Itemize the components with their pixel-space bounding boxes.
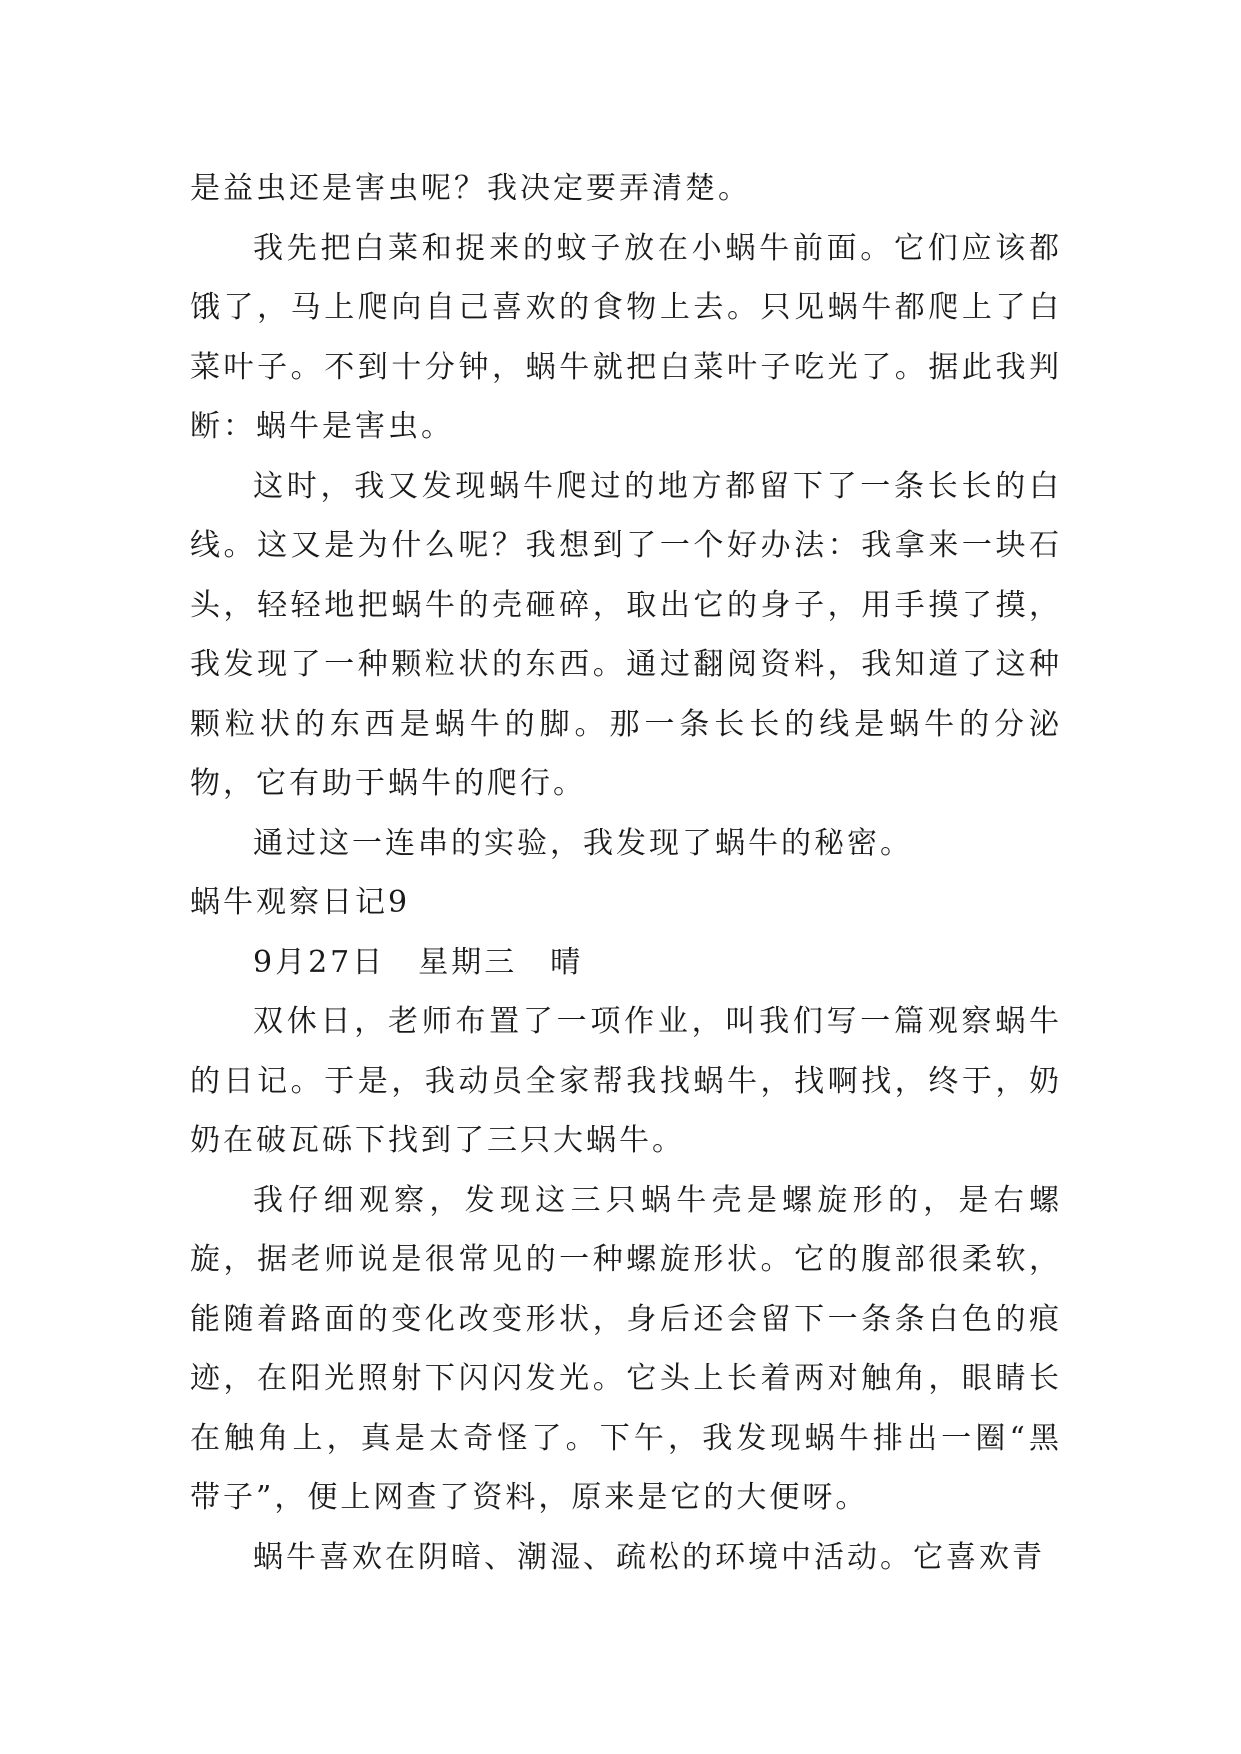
diary-dateline: 9月27日 星期三 晴 xyxy=(253,944,584,980)
paragraph-feeding-experiment: 我先把白菜和捉来的蚊子放在小蜗牛前面。它们应该都饿了，马上爬向自己喜欢的食物上去。只见蜗牛都爬上了白菜叶子。不到十分钟，蜗牛就把白菜叶子吃光了。据此我判断：蜗牛是害虫。 xyxy=(190,230,1062,444)
paragraph-habitat: 蜗牛喜欢在阴暗、潮湿、疏松的环境中活动。它喜欢青 xyxy=(253,1539,1045,1575)
document-body xyxy=(190,159,1062,1587)
diary-heading: 蜗牛观察日记9 xyxy=(190,885,411,920)
paragraph-observation: 我仔细观察，发现这三只蜗牛壳是螺旋形的，是右螺旋，据老师说是很常见的一种螺旋形状。它的腹部很柔软，能随着路面的变化改变形状，身后还会留下一条条白色的痕迹，在阳光照射下闪闪发光。它头上长着两对触角，眼睛长在触角上，真是太奇怪了。下午，我发现蜗牛排出一圈“黑带子”，便上网查了资料，原来是它的大便呀。 xyxy=(190,1182,1062,1515)
paragraph-continuation: 是益虫还是害虫呢？我决定要弄清楚。 xyxy=(190,171,751,206)
paragraph-homework: 双休日，老师布置了一项作业，叫我们写一篇观察蜗牛的日记。于是，我动员全家帮我找蜗牛，找啊找，终于，奶奶在破瓦砾下找到了三只大蜗牛。 xyxy=(190,1004,1062,1158)
paragraph-conclusion: 通过这一连串的实验，我发现了蜗牛的秘密。 xyxy=(253,825,913,861)
paragraph-white-trail: 这时，我又发现蜗牛爬过的地方都留下了一条长长的白线。这又是为什么呢？我想到了一个好办法：我拿来一块石头，轻轻地把蜗牛的壳砸碎，取出它的身子，用手摸了摸，我发现了一种颗粒状的东西。通过翻阅资料，我知道了这种颗粒状的东西是蜗牛的脚。那一条长长的线是蜗牛的分泌物，它有助于蜗牛的爬行。 xyxy=(190,468,1062,801)
